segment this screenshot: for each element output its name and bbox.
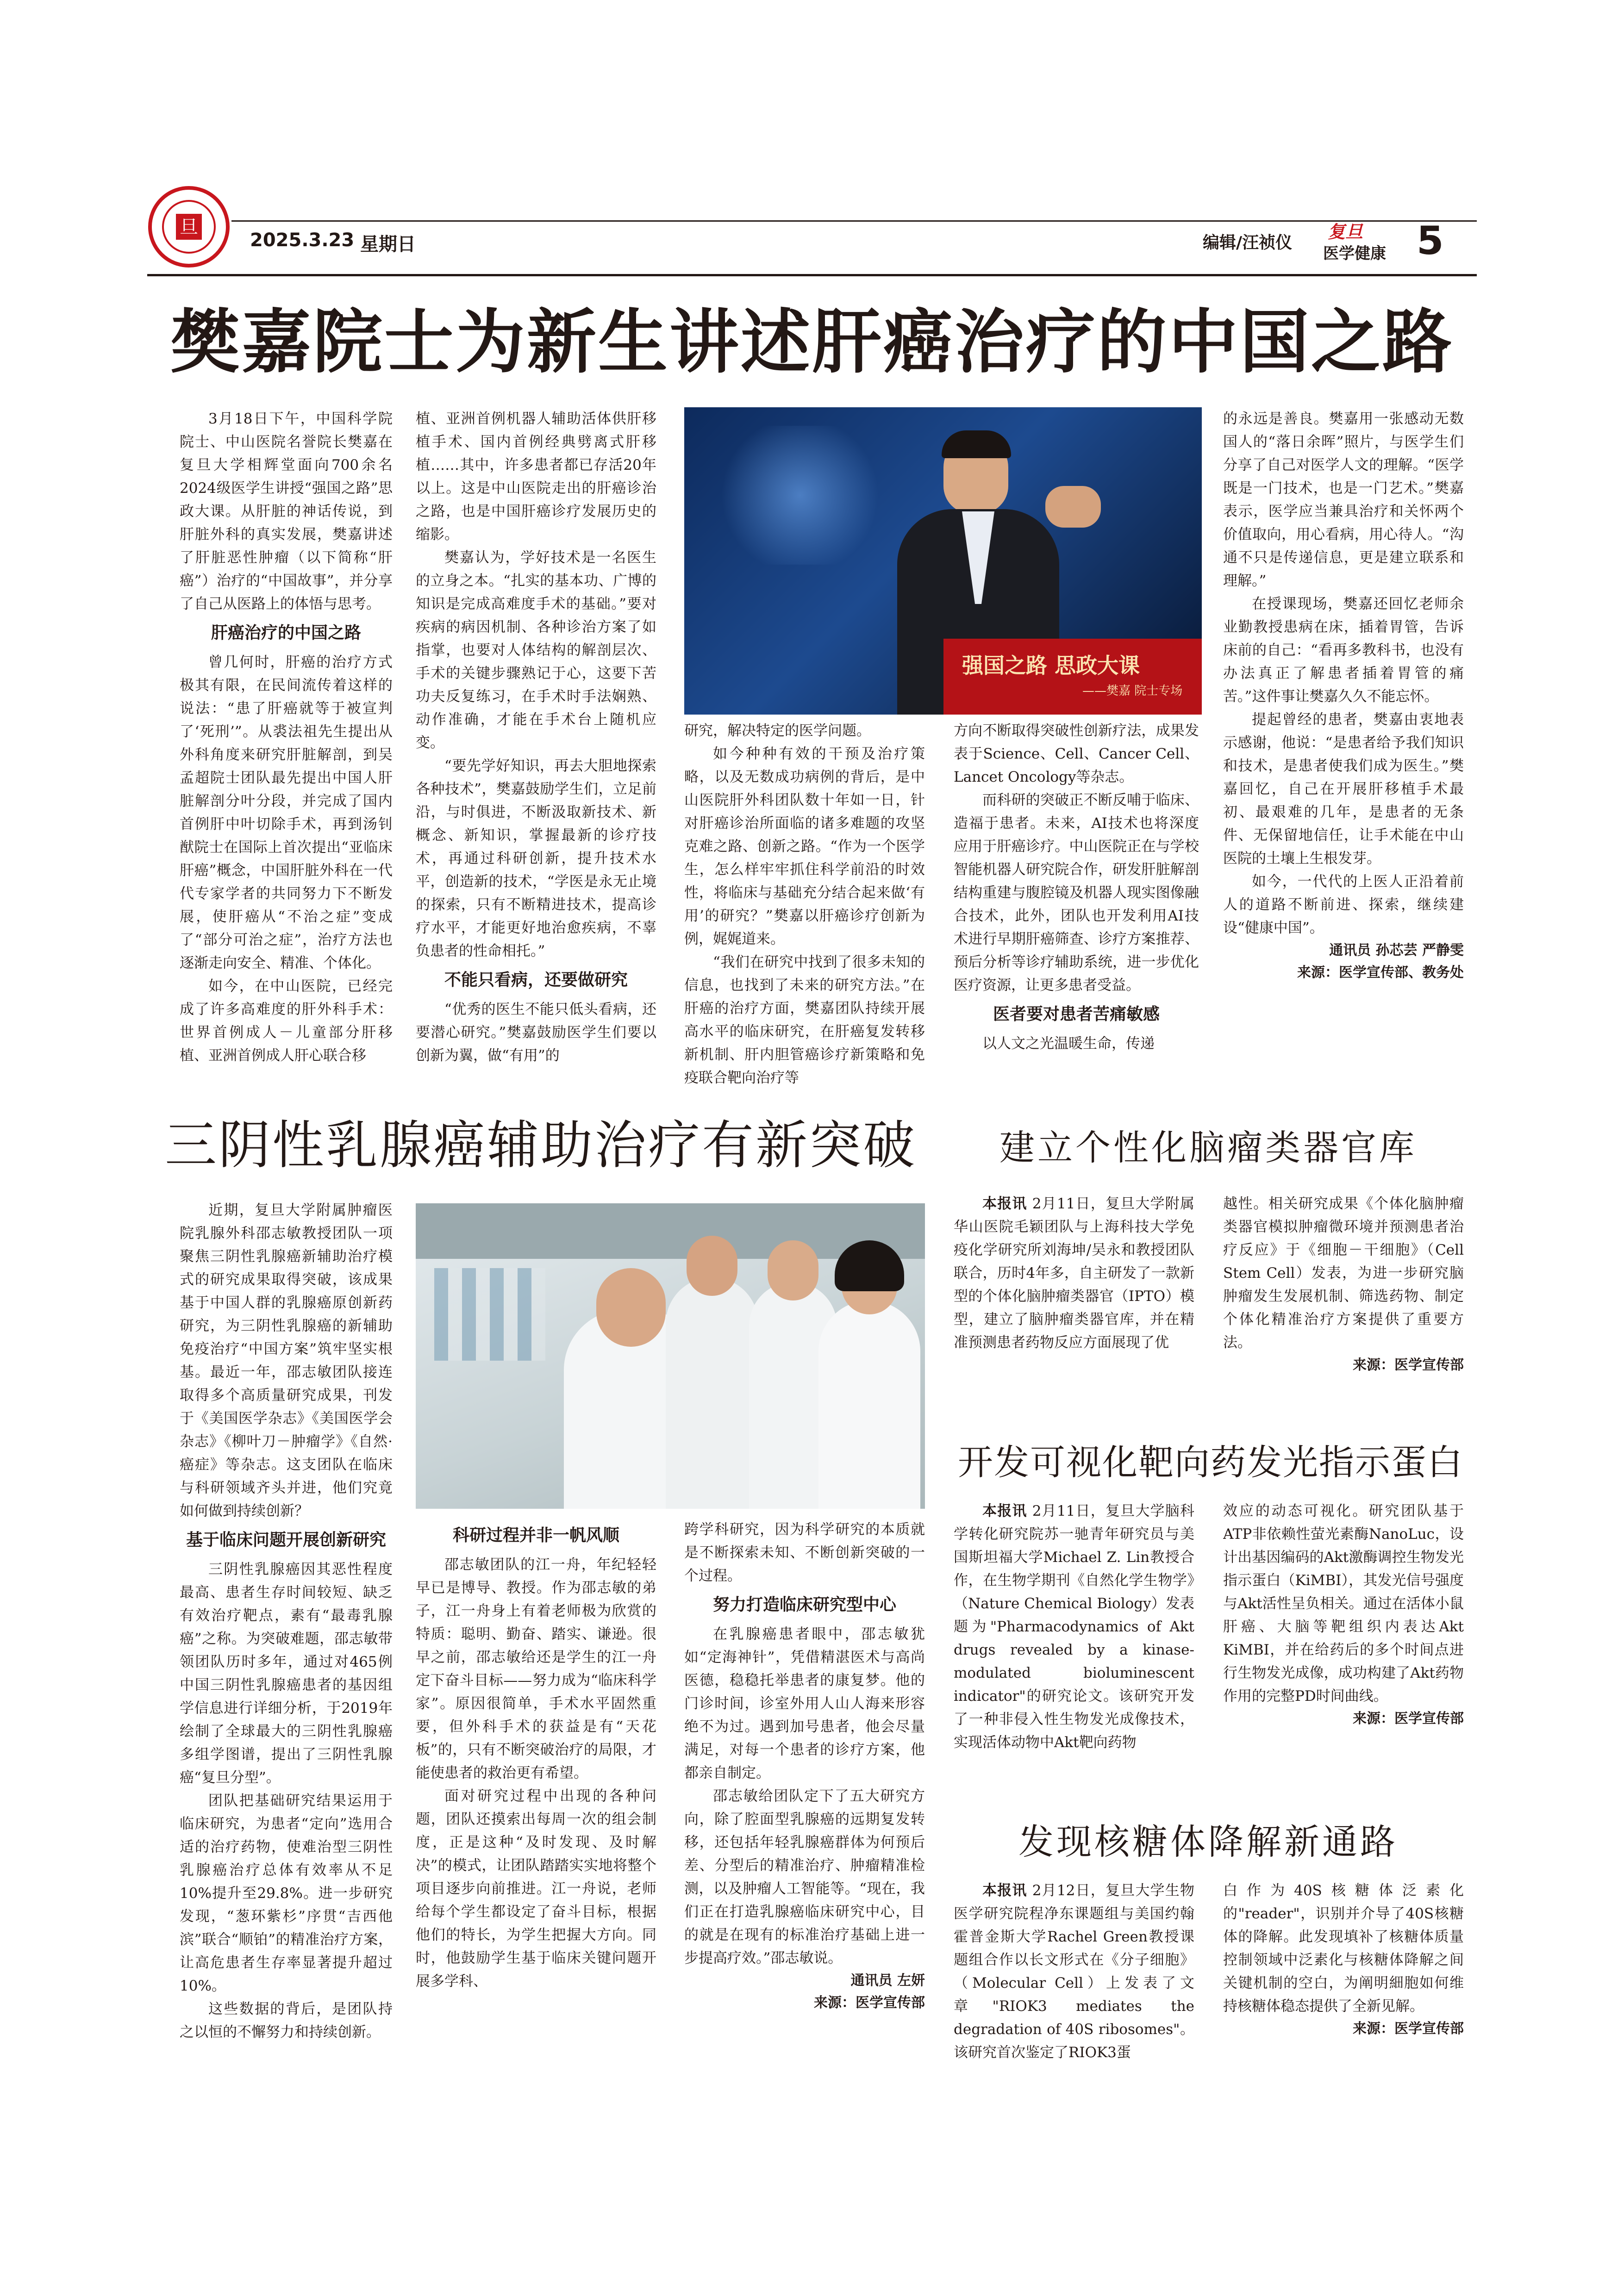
issue-date: 2025.3.23 [250, 230, 355, 251]
article4-column-1 [954, 1500, 1194, 1823]
masthead-bottom-rule [147, 274, 1477, 276]
article1-paragraph: 在授课现场，樊嘉还回忆老师余业勤教授患病在床，插着胃管，告诉床前的自己：“看再多教科书，也没有办法真正了解患者插着胃管的痛苦。”这件事让樊嘉久久不能忘怀。 [1223, 596, 1464, 705]
article2-column-1 [180, 1199, 393, 2106]
article3-lead: 本报讯 [982, 1195, 1027, 1212]
article3-column-2 [1223, 1192, 1464, 1451]
photo-lab-bottles [434, 1268, 545, 1361]
article1-paragraph: 而科研的突破正不断反哺于临床、造福于患者。未来，AI技术也将深度应用于肝癌诊疗。中山医院正在与学校智能机器人研究院合作，研发肝脏解剖结构重建与腹腔镜及机器人现实图像融合技术，此外，团队也开发利用AI技术进行早期肝癌筛查、诊疗方案推荐、预后分析等诊疗辅助系统，进一步优化医疗资源，让更多患者受益。 [954, 792, 1199, 994]
article1-paragraph: “要先学好知识，再去大胆地探索各种技术”，樊嘉鼓励学生们，立足前沿，与时俱进，不断汲取新技术、新概念、新知识，掌握最新的诊疗技术，再通过科研创新，提升技术水平，创造新的技术，“学医是永无止境的探索，只有不断精进技术，提高诊疗水平，才能更好地治愈疾病，不辜负患者的性命相托。” [416, 758, 656, 959]
article2-paragraph: 这些数据的背后，是团队持之以恒的不懈努力和持续创新。 [180, 2001, 393, 2041]
article1-paragraph: 研究，解决特定的医学问题。 [684, 722, 871, 739]
masthead [0, 0, 1624, 296]
article3-body-1-text: 2月11日，复旦大学附属华山医院毛颖团队与上海科技大学免疫化学研究所刘海坤/吴永和教授团队联合，历时4年多，自主研发了一款新型的个体化脑肿瘤类器官（IPTO）模型，建立了脑肿瘤类器官库，并在精准预测患者药物反应方面展现了优 [954, 1195, 1194, 1351]
photo-researcher-3-head [768, 1240, 818, 1300]
article4-headline: 开发可视化靶向药发光指示蛋白 [958, 1442, 1463, 1483]
section-name: 医学健康 [1323, 244, 1386, 263]
article1-paragraph: 樊嘉认为，学好技术是一名医生的立身之本。“扎实的基本功、广博的知识是完成高难度手术的基础。”要对疾病的病因机制、各种诊治方案了如指掌，也要对人体结构的解剖层次、手术的关键步骤熟记于心，这要下苦功夫反复练习，在手术时手法娴熟、动作准确，才能在手术台上随机应变。 [416, 549, 656, 751]
article2-reporter: 通讯员 左妍 [850, 1972, 925, 1989]
article2-paragraph: 团队把基础研究结果运用于临床研究，为患者“定向”选用合适的治疗药物，使难治型三阴性乳腺癌治疗总体有效率从不足10%提升至29.8%。进一步研究发现，“葱环紫杉”序贯“吉西他滨”联合“顺铂”的精准治疗方案，让高危患者生存率显著提升超过10%。 [180, 1792, 393, 1994]
photo-podium-subtitle: ——樊嘉 院士专场 [1082, 684, 1183, 698]
article1-subhead-1: 肝癌治疗的中国之路 [211, 623, 361, 642]
article5-body-1 [954, 1879, 1194, 2064]
article1-paragraph: 以人文之光温暖生命，传递 [982, 1035, 1155, 1052]
article1-paragraph: 3月18日下午，中国科学院院士、中山医院名誉院长樊嘉在复旦大学相辉堂面向700余名2024级医学生讲授“强国之路”思政大课。从肝脏的神话传说，到肝脏外科的真实发展，樊嘉讲述了肝脏恶性肿瘤（以下简称“肝癌”）治疗的“中国故事”，并分享了自己从医路上的体悟与思考。 [180, 411, 393, 612]
brand-mark: 复旦 [1328, 222, 1363, 242]
article2-source: 来源：医学宣传部 [814, 1995, 925, 2011]
editor-credit: 编辑/汪祯仪 [1203, 233, 1293, 252]
article5-lead: 本报讯 [982, 1882, 1027, 1899]
article3-source: 来源：医学宣传部 [1353, 1357, 1464, 1373]
article3-body-2: 越性。相关研究成果《个体化脑肿瘤类器官模拟肿瘤微环境并预测患者治疗反应》于《细胞－干细胞》（Cell Stem Cell）发表，为进一步研究脑肿瘤发生发展机制、筛选药物、制定个体化精准治疗方案提供了重要方法。 [1223, 1195, 1464, 1351]
page-number: 5 [1417, 218, 1444, 263]
photo-podium [943, 639, 1202, 715]
article1-paragraph: “我们在研究中找到了很多未知的信息，也找到了未来的研究方法。”在肝癌的治疗方面，樊嘉团队持续开展高水平的临床研究，在肝癌复发转移新机制、肝内胆管癌诊疗新策略和免疫联合靶向治疗等 [684, 954, 925, 1086]
article5-source: 来源：医学宣传部 [1353, 2021, 1464, 2037]
article2-paragraph: 邵志敏团队的江一舟，年纪轻轻早已是博导、教授。作为邵志敏的弟子，江一舟身上有着老师极为欣赏的特质：聪明、勤奋、踏实、谦逊。很早之前，邵志敏给还是学生的江一舟定下奋斗目标——努力成为“临床科学家”。原因很简单，手术水平固然重要，但外科手术的获益是有“天花板”的，只有不断突破治疗的局限，才能使患者的救治更有希望。 [416, 1556, 656, 1781]
photo-researcher-2-head [687, 1236, 737, 1296]
article1-photo-lecturer [684, 407, 1202, 715]
article2-paragraph: 跨学科研究，因为科学研究的本质就是不断探索未知、不断创新突破的一个过程。 [684, 1521, 925, 1584]
article2-paragraph: 三阴性乳腺癌因其恶性程度最高、患者生存时间较短、缺乏有效治疗靶点，素有“最毒乳腺癌”之称。为突破难题，邵志敏带领团队历时多年，通过对465例中国三阴性乳腺癌患者的基因组学信息进行详细分析，于2019年绘制了全球最大的三阴性乳腺癌多组学图谱，提出了三阴性乳腺癌“复旦分型”。 [180, 1561, 393, 1786]
article1-paragraph: 提起曾经的患者，樊嘉由衷地表示感谢，他说：“是患者给予我们知识和技术，是患者使我们成为医生。”樊嘉回忆，自己在开展肝移植手术最初、最艰难的几年，是患者的无条件、无保留地信任，让手术能在中山医院的土壤上生根发芽。 [1223, 711, 1464, 867]
article1-paragraph: 植、亚洲首例机器人辅助活体供肝移植手术、国内首例经典劈离式肝移植……其中，许多患者都已存活20年以上。这是中山医院走出的肝癌诊治之路，也是中国肝癌诊疗发展历史的缩影。 [416, 411, 656, 543]
masthead-top-rule [231, 220, 1477, 222]
article1-reporter: 通讯员 孙芯芸 严静雯 [1329, 942, 1464, 958]
photo-raised-hand [1045, 486, 1101, 528]
article5-body-1-text: 2月12日，复旦大学生物医学研究院程净东课题组与美国约翰霍普金斯大学Rachel Green教授课题组合作以长文形式在《分子细胞》（Molecular Cell）上发表了文章"RIOK3 mediates the degradation of 40S ribosomes"。该研究首次鉴定了RIOK3蛋 [954, 1882, 1194, 2061]
article1-column-3 [684, 719, 925, 1092]
article1-column-5 [1223, 407, 1464, 1092]
article2-photo-lab-team [416, 1203, 925, 1509]
article1-paragraph: “优秀的医生不能只低头看病，还要潜心研究。”樊嘉鼓励医学生们要以创新为翼，做“有用”的 [416, 1001, 656, 1064]
article5-column-1 [954, 1879, 1194, 2110]
article4-column-2 [1223, 1500, 1464, 1823]
article5-body-2: 白作为40S核糖体泛素化的"reader"，识别并介导了40S核糖体的降解。此发现填补了核糖体质量控制领域中泛素化与核糖体降解之间关键机制的空白，为阐明細胞如何维持核糖体稳态提供了全新见解。 [1223, 1882, 1464, 2015]
article2-headline: 三阴性乳腺癌辅助治疗有新突破 [165, 1115, 917, 1176]
article3-body-1 [954, 1192, 1194, 1354]
article1-source: 来源：医学宣传部、教务处 [1297, 964, 1464, 981]
article2-paragraph: 面对研究过程中出现的各种问题，团队还摸索出每周一次的组会制度，正是这种“及时发现、及时解决”的模式，让团队踏踏实实地将整个项目逐步向前推进。江一舟说，老师给每个学生都设定了奋斗目标，根据他们的特长，为学生把握大方向。同时，他鼓励学生基于临床关键问题开展多学科、 [416, 1788, 656, 1990]
article1-headline: 樊嘉院士为新生讲述肝癌治疗的中国之路 [170, 302, 1454, 383]
article4-source: 来源：医学宣传部 [1353, 1711, 1464, 1727]
article4-body-1-text: 2月11日，复旦大学脑科学转化研究院苏一驰青年研究员与美国斯坦福大学Michael Z. Lin教授合作，在生物学期刊《自然化学生物学》（Nature Chemical Biology）发表题为"Pharmacodynamics of Akt drugs revealed by a kinase-modulated bioluminescent indicator"的研究论文。该研究开发了一种非侵入性生物发光成像技术，实现活体动物中Akt靶向药物 [954, 1503, 1194, 1751]
article1-paragraph: 的永远是善良。樊嘉用一张感动无数国人的“落日余晖”照片，与医学生们分享了自己对医学人文的理解。“医学既是一门技术，也是一门艺术。”樊嘉表示，医学应当兼具治疗和关怀两个价值取向，用心看病，用心待人。“沟通不只是传递信息，更是建立联系和理解。” [1223, 411, 1464, 589]
article1-subhead-2: 不能只看病，还要做研究 [444, 971, 628, 989]
article1-paragraph: 如今，一代代的上医人正沿着前人的道路不断前进、探索，继续建设“健康中国”。 [1223, 873, 1464, 936]
article1-paragraph: 方向不断取得突破性创新疗法，成果发表于Science、Cell、Cancer Cell、Lancet Oncology等杂志。 [954, 722, 1199, 785]
article1-column-1 [180, 407, 393, 1092]
issue-weekday: 星期日 [360, 234, 416, 255]
article2-subhead-2: 科研过程并非一帆风顺 [452, 1526, 619, 1545]
svg-text:旦: 旦 [180, 217, 198, 238]
article1-column-2 [416, 407, 656, 1092]
article5-headline: 发现核糖体降解新通路 [1018, 1821, 1398, 1862]
article2-column-3 [684, 1518, 925, 2106]
photo-researcher-1-head [596, 1268, 666, 1347]
article2-column-2 [416, 1518, 656, 2106]
article3-column-1 [954, 1192, 1194, 1451]
article2-paragraph: 在乳腺癌患者眼中，邵志敏犹如“定海神针”，凭借精湛医术与高尚医德，稳稳托举患者的康复梦。他的门诊时间，诊室外用人山人海来形容绝不为过。遇到加号患者，他会尽量满足，对每一个患者的诊疗方案，他都亲自制定。 [684, 1626, 925, 1781]
photo-researcher-4 [818, 1300, 920, 1509]
photo-figure-hair [942, 430, 1011, 458]
article1-paragraph: 曾几何时，肝癌的治疗方式极其有限，在民间流传着这样的说法：“患了肝癌就等于被宣判了‘死刑’”。从裘法祖先生提出从外科角度来研究肝脏解剖，到吴孟超院士团队最先提出中国人肝脏解剖分叶分段，并完成了国内首例肝中叶切除手术，再到汤钊猷院士在国际上首次提出“亚临床肝癌”概念，中国肝脏外科在一代代专家学者的共同努力下不断发展，使肝癌从“不治之症”变成了“部分可治之症”，治疗方法也逐渐走向安全、精准、个体化。 [180, 654, 393, 971]
article4-lead: 本报讯 [982, 1503, 1027, 1519]
photo-podium-banner: 强国之路 思政大课 [962, 653, 1140, 678]
article1-paragraph: 如今种种有效的干预及治疗策略，以及无数成功病例的背后，是中山医院肝外科团队数十年如一日，针对肝癌诊治所面临的诸多难题的攻坚克难之路、创新之路。“作为一个医学生，怎么样牢牢抓住科学前沿的时效性，将临床与基础充分结合起来做‘有用’的研究？”樊嘉以肝癌诊疗创新为例，娓娓道来。 [684, 746, 925, 947]
article3-headline: 建立个性化脑瘤类器官库 [999, 1127, 1417, 1168]
article2-subhead-1: 基于临床问题开展创新研究 [186, 1531, 386, 1549]
article2-paragraph: 邵志敏给团队定下了五大研究方向，除了腔面型乳腺癌的远期复发转移，还包括年轻乳腺癌群体为何预后差、分型后的精准治疗、肿瘤精准检测，以及肿瘤人工智能等。“现在，我们正在打造乳腺癌临床研究中心，目的就是在现有的标准治疗基础上进一步提高疗效。”邵志敏说。 [684, 1788, 925, 1966]
photo-researcher-2 [666, 1277, 758, 1509]
article1-column-4 [954, 719, 1199, 1092]
article5-column-2 [1223, 1879, 1464, 2110]
fudan-university-seal-icon [147, 185, 231, 268]
photo-screen-glow [712, 426, 888, 565]
article2-subhead-3: 努力打造临床研究型中心 [712, 1595, 896, 1614]
article1-subhead-3: 医者要对患者苦痛敏感 [993, 1005, 1160, 1024]
article2-paragraph: 近期，复旦大学附属肿瘤医院乳腺外科邵志敏教授团队一项聚焦三阴性乳腺癌新辅助治疗模式的研究成果取得突破，该成果基于中国人群的乳腺癌原创新药研究，为三阴性乳腺癌的新辅助免疫治疗“中国方案”筑牢坚实根基。最近一年，邵志敏团队接连取得多个高质量研究成果，刊发于《美国医学杂志》《美国医学会杂志》《柳叶刀－肿瘤学》《自然·癌症》等杂志。这支团队在临床与科研领域齐头并进，他们究竟如何做到持续创新？ [180, 1202, 393, 1519]
article1-paragraph: 如今，在中山医院，已经完成了许多高难度的肝外科手术：世界首例成人－儿童部分肝移植、亚洲首例成人肝心联合移 [180, 978, 393, 1064]
article4-body-1 [954, 1500, 1194, 1754]
article4-body-2: 效应的动态可视化。研究团队基于ATP非依赖性萤光素酶NanoLuc，设计出基因编码的Akt激酶调控生物发光指示蛋白（KiMBI），其发光信号强度与Akt活性呈负相关。通过在活体小鼠肝癌、大脑等靶组织内表达Akt KiMBI，并在给药后的多个时间点进行生物发光成像，成功构建了Akt药物作用的完整PD时间曲线。 [1223, 1503, 1464, 1705]
